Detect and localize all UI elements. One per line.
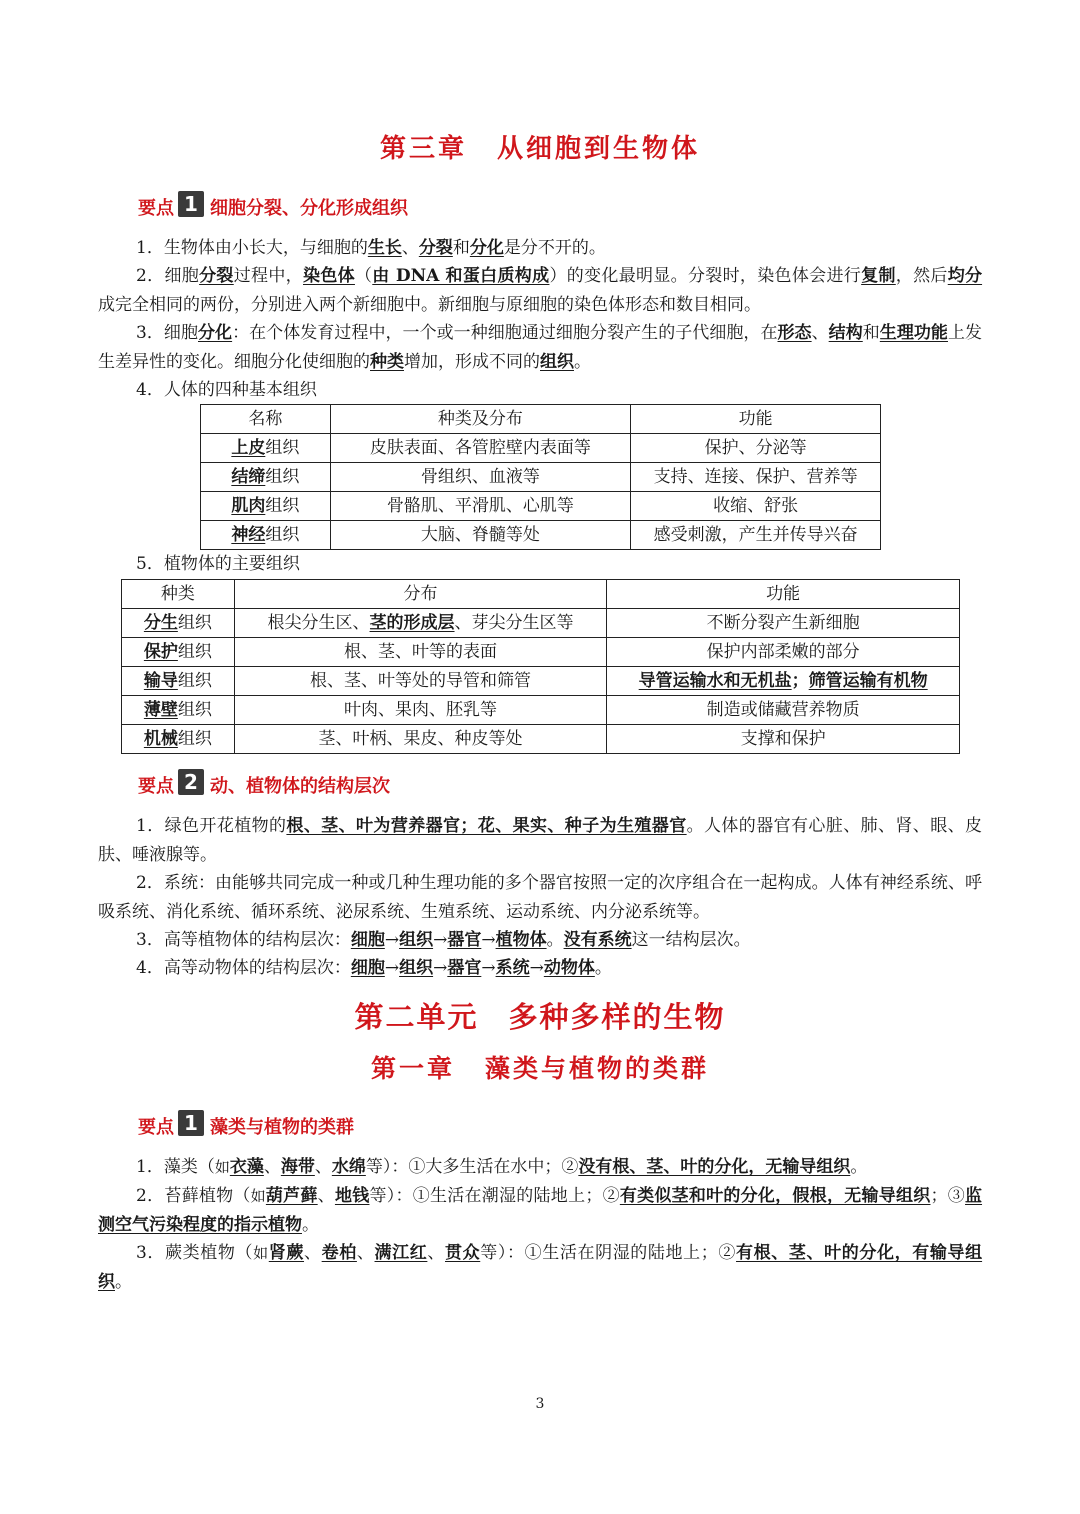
unit-number: 第二单元 [354,1000,479,1034]
chapter-title [0,1049,1080,1085]
page-number: 3 [535,1396,545,1412]
function-cell: 保护、分泌等 [631,434,881,463]
paragraph: 2．苔藓植物（如葫芦藓、地钱等）：①生活在潮湿的陆地上；②有类似茎和叶的分化，假根，无输导组织；③监测空气污染程度的指示植物。 [98,1186,983,1235]
function-cell: 收缩、舒张 [631,492,881,521]
table-caption: 5．植物体的主要组织 [136,554,300,574]
column-header: 分布 [234,580,607,609]
distribution-cell: 根尖分生区、茎的形成层、芽尖分生区等 [234,609,607,638]
distribution-cell: 大脑、脊髓等处 [330,521,631,550]
distribution-cell: 骨骼肌、平滑肌、心肌等 [330,492,631,521]
tissue-name-cell: 保护组织 [122,638,235,667]
chapter-name: 藻类与植物的类群 [485,1054,710,1083]
keypoint-number-badge: 1 [178,191,204,217]
table-header-row [122,580,960,609]
keypoint-title: 动、植物体的结构层次 [210,776,390,797]
tissue-name-cell: 分生组织 [122,609,235,638]
distribution-cell: 骨组织、血液等 [330,463,631,492]
unit-name: 多种多样的生物 [508,1000,726,1034]
paragraph: 1．藻类（如衣藻、海带、水绵等）：①大多生活在水中；②没有根、茎、叶的分化，无输导组织。 [136,1157,868,1177]
table-row [122,638,960,667]
tissue-name-cell: 薄壁组织 [122,696,235,725]
chapter-title [0,128,1080,165]
function-cell: 支持、连接、保护、营养等 [631,463,881,492]
keypoint-label: 要点 [138,1117,174,1138]
column-header: 种类 [122,580,235,609]
function-cell: 导管运输水和无机盐；筛管运输有机物 [607,667,960,696]
table-row [122,609,960,638]
paragraph: 4．高等动物体的结构层次：细胞→组织→器官→系统→动物体。 [136,958,612,978]
table-row [201,492,881,521]
table-row [122,725,960,754]
table-row [122,696,960,725]
table-header-row [201,405,881,434]
tissue-name-cell: 神经组织 [201,521,331,550]
distribution-cell: 皮肤表面、各管腔壁内表面等 [330,434,631,463]
function-cell: 支撑和保护 [607,725,960,754]
chapter-number: 第三章 [379,134,467,164]
function-cell: 感受刺激，产生并传导兴奋 [631,521,881,550]
function-cell: 保护内部柔嫩的部分 [607,638,960,667]
paragraph: 2．细胞分裂过程中，染色体（由 DNA 和蛋白质构成）的变化最明显。分裂时，染色体会进行复制，然后均分成完全相同的两份，分别进入两个新细胞中。新细胞与原细胞的染色体形态和数目相同。 [98,266,983,315]
distribution-cell: 茎、叶柄、果皮、种皮等处 [234,725,607,754]
table-row [122,667,960,696]
column-header: 功能 [631,405,881,434]
distribution-cell: 根、茎、叶等处的导管和筛管 [234,667,607,696]
distribution-cell: 叶肉、果肉、胚乳等 [234,696,607,725]
keypoint-heading [138,772,390,798]
table-row [201,521,881,550]
keypoint-number-badge: 1 [178,1110,204,1136]
function-cell: 不断分裂产生新细胞 [607,609,960,638]
paragraph: 1．生物体由小长大，与细胞的生长、分裂和分化是分不开的。 [136,238,606,258]
table-row [201,463,881,492]
paragraph: 3．细胞分化：在个体发育过程中，一个或一种细胞通过细胞分裂产生的子代细胞，在形态、结构和生理功能上发生差异性的变化。细胞分化使细胞的种类增加，形成不同的组织。 [98,323,983,372]
tissue-name-cell: 输导组织 [122,667,235,696]
tissue-name-cell: 肌肉组织 [201,492,331,521]
keypoint-label: 要点 [138,198,174,219]
chapter-name: 从细胞到生物体 [497,134,701,164]
tissue-name-cell: 机械组织 [122,725,235,754]
keypoint-heading [138,194,408,220]
column-header: 名称 [201,405,331,434]
table-row [201,434,881,463]
paragraph: 3．高等植物体的结构层次：细胞→组织→器官→植物体。没有系统这一结构层次。 [136,930,751,950]
keypoint-title: 藻类与植物的类群 [210,1117,354,1138]
distribution-cell: 根、茎、叶等的表面 [234,638,607,667]
plant-tissue-table [121,579,960,754]
keypoint-number-badge: 2 [178,769,204,795]
column-header: 种类及分布 [330,405,631,434]
animal-tissue-table [200,404,881,550]
paragraph: 1．绿色开花植物的根、茎、叶为营养器官；花、果实、种子为生殖器官。人体的器官有心脏、肺、肾、眼、皮肤、唾液腺等。 [98,816,982,865]
keypoint-heading [138,1113,354,1139]
column-header: 功能 [607,580,960,609]
function-cell: 制造或储藏营养物质 [607,696,960,725]
tissue-name-cell: 结缔组织 [201,463,331,492]
keypoint-title: 细胞分裂、分化形成组织 [210,198,408,219]
chapter-number: 第一章 [370,1054,455,1083]
keypoint-label: 要点 [138,776,174,797]
unit-title [0,995,1080,1036]
tissue-name-cell: 上皮组织 [201,434,331,463]
table-caption: 4．人体的四种基本组织 [136,380,317,400]
paragraph: 2．系统：由能够共同完成一种或几种生理功能的多个器官按照一定的次序组合在一起构成。人体有神经系统、呼吸系统、消化系统、循环系统、泌尿系统、生殖系统、运动系统、内分泌系统等。 [98,873,982,922]
paragraph: 3．蕨类植物（如肾蕨、卷柏、满江红、贯众等）：①生活在阴湿的陆地上；②有根、茎、叶的分化，有输导组织。 [98,1243,983,1292]
